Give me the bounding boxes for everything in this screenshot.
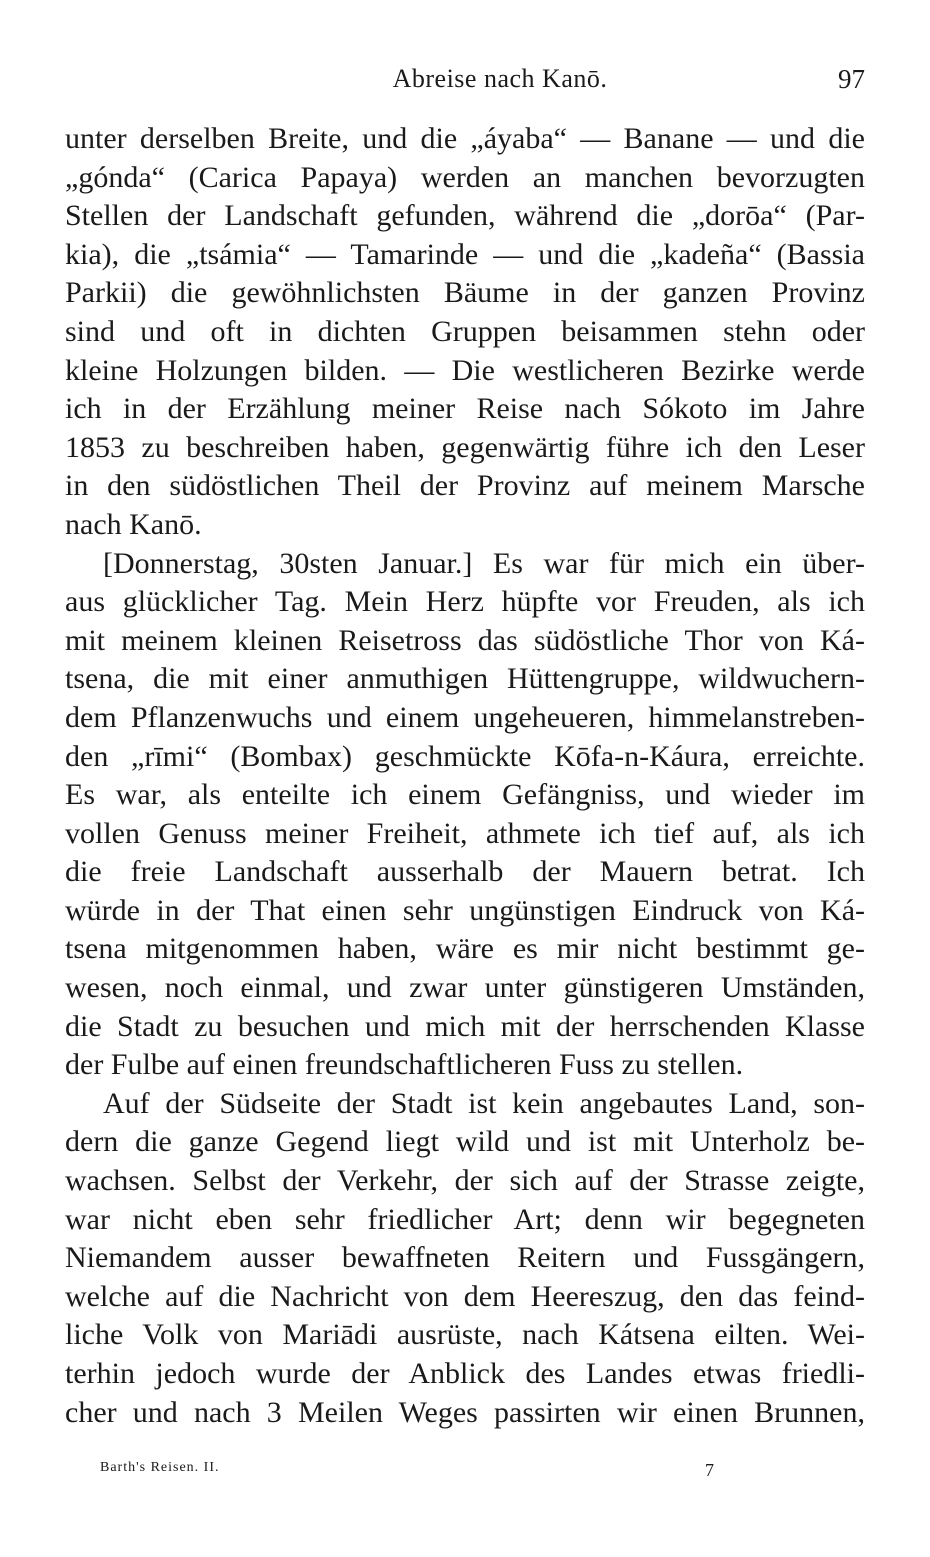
text-line: sind und oft in dichten Gruppen beisammen stehn oder xyxy=(65,314,865,348)
text-line: unter derselben Breite, und die „áyaba“ — Banane — und die xyxy=(65,122,865,155)
running-header xyxy=(65,64,865,104)
text-line: war nicht eben sehr friedlicher Art; denn wir begegneten xyxy=(65,1202,865,1236)
text-line: dem Pflanzenwuchs und einem ungeheueren, himmelanstreben- xyxy=(65,700,865,734)
running-title: Abreise nach Kanō. xyxy=(392,64,608,93)
page-number: 97 xyxy=(838,64,865,94)
text-line: liche Volk von Mariādi ausrüste, nach Kátsena eilten. Wei- xyxy=(65,1318,865,1352)
text-line: würde in der That einen sehr ungünstigen Eindruck von Ká- xyxy=(65,893,865,927)
text-line: vollen Genuss meiner Freiheit, athmete ich tief auf, als ich xyxy=(65,816,865,850)
text-line: Niemandem ausser bewaffneten Reitern und Fussgängern, xyxy=(65,1241,865,1275)
page-footer xyxy=(100,1460,720,1484)
text-line: den „rīmi“ (Bombax) geschmückte Kōfa-n-Káura, erreichte. xyxy=(65,739,865,773)
text-line: Auf der Südseite der Stadt ist kein angebautes Land, son- xyxy=(103,1086,865,1120)
text-line: nach Kanō. xyxy=(65,507,202,541)
text-line: aus glücklicher Tag. Mein Herz hüpfte vor Freuden, als ich xyxy=(65,585,865,619)
text-line: kia), die „tsámia“ — Tamarinde — und die „kadeña“ (Bassia xyxy=(65,237,865,271)
text-line: mit meinem kleinen Reisetross das südöstliche Thor von Ká- xyxy=(65,623,865,657)
text-line: die Stadt zu besuchen und mich mit der herrschenden Klasse xyxy=(65,1009,865,1043)
text-line: [Donnerstag, 30sten Januar.] Es war für mich ein über- xyxy=(103,546,865,580)
text-line: cher und nach 3 Meilen Weges passirten wir einen Brunnen, xyxy=(65,1395,865,1429)
text-line: Es war, als enteilte ich einem Gefängniss, und wieder im xyxy=(65,778,865,812)
text-line: wesen, noch einmal, und zwar unter günstigeren Umständen, xyxy=(65,971,865,1005)
paragraph-3 xyxy=(65,1085,865,1432)
paragraph-2 xyxy=(65,545,865,1085)
text-line: terhin jedoch wurde der Anblick des Landes etwas friedli- xyxy=(65,1357,865,1390)
text-line: die freie Landschaft ausserhalb der Mauern betrat. Ich xyxy=(65,855,865,889)
text-line: Stellen der Landschaft gefunden, während die „dorōa“ (Par- xyxy=(65,199,865,233)
text-line: wachsen. Selbst der Verkehr, der sich auf der Strasse zeigte, xyxy=(65,1164,865,1198)
signature-number: 7 xyxy=(705,1460,715,1480)
text-line: in den südöstlichen Theil der Provinz auf meinem Marsche xyxy=(65,469,865,503)
text-line: Parkii) die gewöhnlichsten Bäume in der ganzen Provinz xyxy=(65,276,865,310)
text-line: tsena, die mit einer anmuthigen Hüttengruppe, wildwuchern- xyxy=(65,662,865,696)
text-line: 1853 zu beschreiben haben, gegenwärtig führe ich den Leser xyxy=(65,430,865,464)
text-line: „gónda“ (Carica Papaya) werden an manchen bevorzugten xyxy=(65,160,865,194)
text-line: welche auf die Nachricht von dem Heereszug, den das feind- xyxy=(65,1279,865,1313)
text-line: kleine Holzungen bilden. — Die westlicheren Bezirke werde xyxy=(65,353,865,387)
paragraph-1 xyxy=(65,120,865,545)
body-text xyxy=(65,120,865,1432)
text-line: ich in der Erzählung meiner Reise nach Sókoto im Jahre xyxy=(65,392,865,426)
text-line: dern die ganze Gegend liegt wild und ist mit Unterholz be- xyxy=(65,1125,865,1159)
signature-mark: Barth's Reisen. II. xyxy=(100,1460,220,1475)
text-line: tsena mitgenommen haben, wäre es mir nicht bestimmt ge- xyxy=(65,932,865,966)
text-line: der Fulbe auf einen freundschaftlicheren Fuss zu stellen. xyxy=(65,1048,744,1082)
